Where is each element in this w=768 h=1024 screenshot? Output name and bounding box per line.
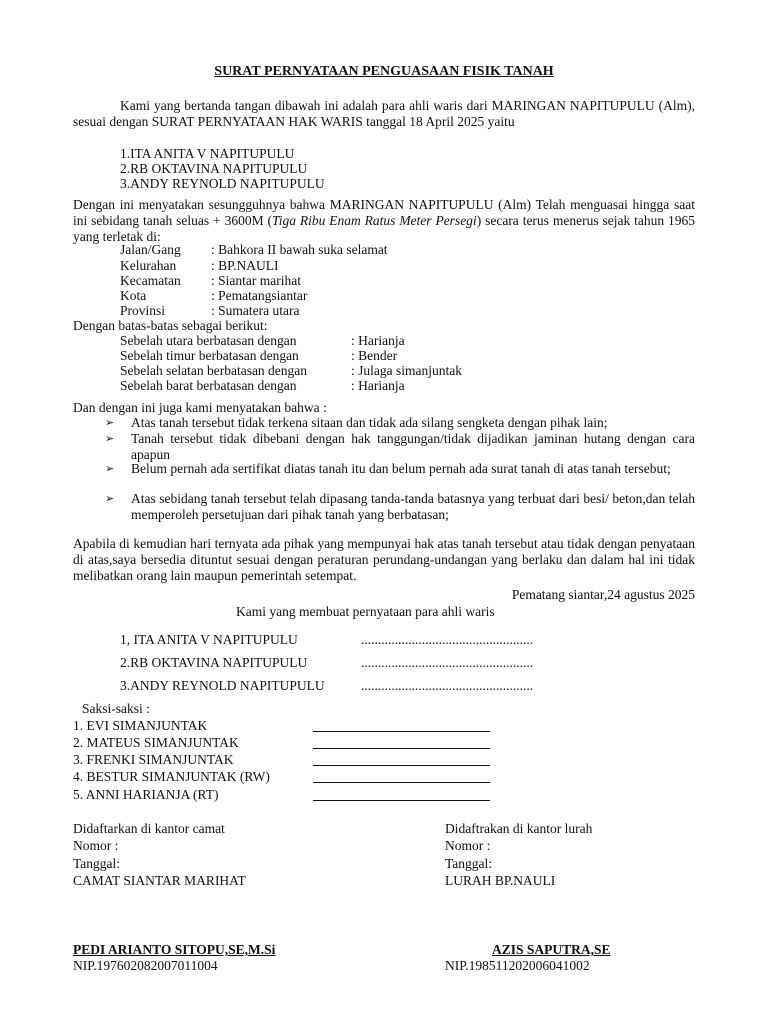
declaration-item bbox=[107, 491, 695, 523]
heir-item: 1.ITA ANITA V NAPITUPULU bbox=[120, 146, 295, 161]
camat-nomor: Nomor : bbox=[73, 838, 119, 853]
statement-part1: Dengan ini menyatakan sesungguhnya bahwa MARINGAN NAPITUPULU (Alm) Telah menguasai hingga saat ini sebidang tanah seluas + 3600M ( bbox=[73, 197, 695, 228]
signers-intro: Kami yang membuat pernyataan para ahli waris bbox=[236, 604, 495, 619]
closing-paragraph: Apabila di kemudian hari ternyata ada pihak yang mempunyai hak atas tanah tersebut atau tidak dengan penyataan di atas,saya bersedia dituntut sesuai dengan peraturan perundang-undangan yang berlaku dan dalam hal ini tidak melibatkan orang lain maupun pemerintah setempat. bbox=[73, 536, 695, 583]
lurah-registered: Didaftrakan di kantor lurah bbox=[445, 821, 593, 836]
statement-part2: ) secara terus menerus sejak tahun 1965 yang terletak di: bbox=[73, 213, 695, 244]
declaration-text: Atas sebidang tanah tersebut telah dipasang tanda-tanda batasnya yang terbuat dari besi/ beton,dan telah memperoleh persetujuan dari pihak tanah yang berbatasan; bbox=[131, 491, 695, 522]
location-value: : BP.NAULI bbox=[211, 258, 279, 273]
border-value: : Harianja bbox=[351, 378, 405, 393]
signer-name: 2.RB OKTAVINA NAPITUPULU bbox=[120, 655, 308, 670]
signer-name: 3.ANDY REYNOLD NAPITUPULU bbox=[120, 678, 325, 693]
location-label: Kota bbox=[120, 288, 147, 303]
statement-area-words: Tiga Ribu Enam Ratus Meter Persegi bbox=[271, 213, 477, 228]
lurah-office: LURAH BP.NAULI bbox=[445, 873, 556, 888]
witness-name: 4. BESTUR SIMANJUNTAK (RW) bbox=[73, 769, 270, 784]
witness-name: 3. FRENKI SIMANJUNTAK bbox=[73, 752, 234, 767]
declaration-text: Tanah tersebut tidak dibebani dengan hak tanggungan/tidak dijadikan jaminan hutang dengan cara apapun bbox=[131, 431, 695, 462]
location-label: Kelurahan bbox=[120, 258, 177, 273]
location-label: Provinsi bbox=[120, 303, 166, 318]
location-value: : Sumatera utara bbox=[211, 303, 300, 318]
declaration-item bbox=[107, 415, 695, 431]
declaration-text: Atas tanah tersebut tidak terkena sitaan dan tidak ada silang sengketa dengan pihak lain; bbox=[131, 415, 608, 430]
camat-office: CAMAT SIANTAR MARIHAT bbox=[73, 873, 246, 888]
declaration-text: Belum pernah ada sertifikat diatas tanah itu dan belum pernah ada surat tanah di atas tanah tersebut; bbox=[131, 461, 671, 476]
heir-item: 2.RB OKTAVINA NAPITUPULU bbox=[120, 161, 308, 176]
witness-intro: Saksi-saksi : bbox=[82, 701, 150, 716]
signer-name: 1, ITA ANITA V NAPITUPULU bbox=[120, 632, 298, 647]
place-date: Pematang siantar,24 agustus 2025 bbox=[511, 587, 695, 602]
witness-name: 5. ANNI HARIANJA (RT) bbox=[73, 787, 219, 802]
border-value: : Bender bbox=[351, 348, 398, 363]
witness-signature-line bbox=[313, 735, 490, 753]
witness-signature-line bbox=[313, 769, 490, 787]
lurah-tanggal: Tanggal: bbox=[445, 856, 493, 871]
arrow-bullet-icon: ➢ bbox=[105, 416, 115, 429]
camat-official-name: PEDI ARIANTO SITOPU,SE,M.Si bbox=[73, 942, 276, 957]
location-value: : Bahkora II bawah suka selamat bbox=[211, 242, 388, 257]
borders-intro: Dengan batas-batas sebagai berikut: bbox=[73, 318, 268, 333]
document-title: SURAT PERNYATAAN PENGUASAAN FISIK TANAH bbox=[214, 64, 554, 79]
lurah-nomor: Nomor : bbox=[445, 838, 491, 853]
location-label: Jalan/Gang bbox=[120, 242, 181, 257]
camat-registered: Didaftarkan di kantor camat bbox=[73, 821, 225, 836]
arrow-bullet-icon: ➢ bbox=[105, 432, 115, 445]
border-label: Sebelah barat berbatasan dengan bbox=[120, 378, 297, 393]
declare-intro: Dan dengan ini juga kami menyatakan bahwa : bbox=[73, 400, 327, 415]
witness-name: 1. EVI SIMANJUNTAK bbox=[73, 718, 208, 733]
border-value: : Julaga simanjuntak bbox=[351, 363, 462, 378]
arrow-bullet-icon: ➢ bbox=[105, 462, 115, 475]
declaration-item bbox=[107, 431, 695, 463]
lurah-nip: NIP.198511202006041002 bbox=[445, 958, 590, 973]
border-label: Sebelah timur berbatasan dengan bbox=[120, 348, 299, 363]
signature-dots: ................................................... bbox=[361, 655, 534, 670]
location-label: Kecamatan bbox=[120, 273, 181, 288]
witness-signature-line bbox=[313, 718, 490, 736]
lurah-official-name: AZIS SAPUTRA,SE bbox=[492, 942, 611, 957]
heir-item: 3.ANDY REYNOLD NAPITUPULU bbox=[120, 176, 325, 191]
witness-signature-line bbox=[313, 752, 490, 770]
witness-signature-line bbox=[313, 787, 490, 805]
border-label: Sebelah utara berbatasan dengan bbox=[120, 333, 297, 348]
declaration-item bbox=[107, 461, 695, 477]
signature-dots: ................................................... bbox=[361, 632, 534, 647]
location-value: : Siantar marihat bbox=[211, 273, 301, 288]
border-value: : Harianja bbox=[351, 333, 405, 348]
arrow-bullet-icon: ➢ bbox=[105, 492, 115, 505]
signature-dots: ................................................... bbox=[361, 678, 534, 693]
camat-nip: NIP.197602082007011004 bbox=[73, 958, 218, 973]
border-label: Sebelah selatan berbatasan dengan bbox=[120, 363, 308, 378]
statement-paragraph bbox=[73, 197, 695, 245]
camat-tanggal: Tanggal: bbox=[73, 856, 121, 871]
location-value: : Pematangsiantar bbox=[211, 288, 308, 303]
witness-name: 2. MATEUS SIMANJUNTAK bbox=[73, 735, 239, 750]
intro-paragraph: Kami yang bertanda tangan dibawah ini adalah para ahli waris dari MARINGAN NAPITUPULU (Alm), sesuai dengan SURAT PERNYATAAN HAK WARIS tanggal 18 April 2025 yaitu bbox=[73, 98, 695, 129]
